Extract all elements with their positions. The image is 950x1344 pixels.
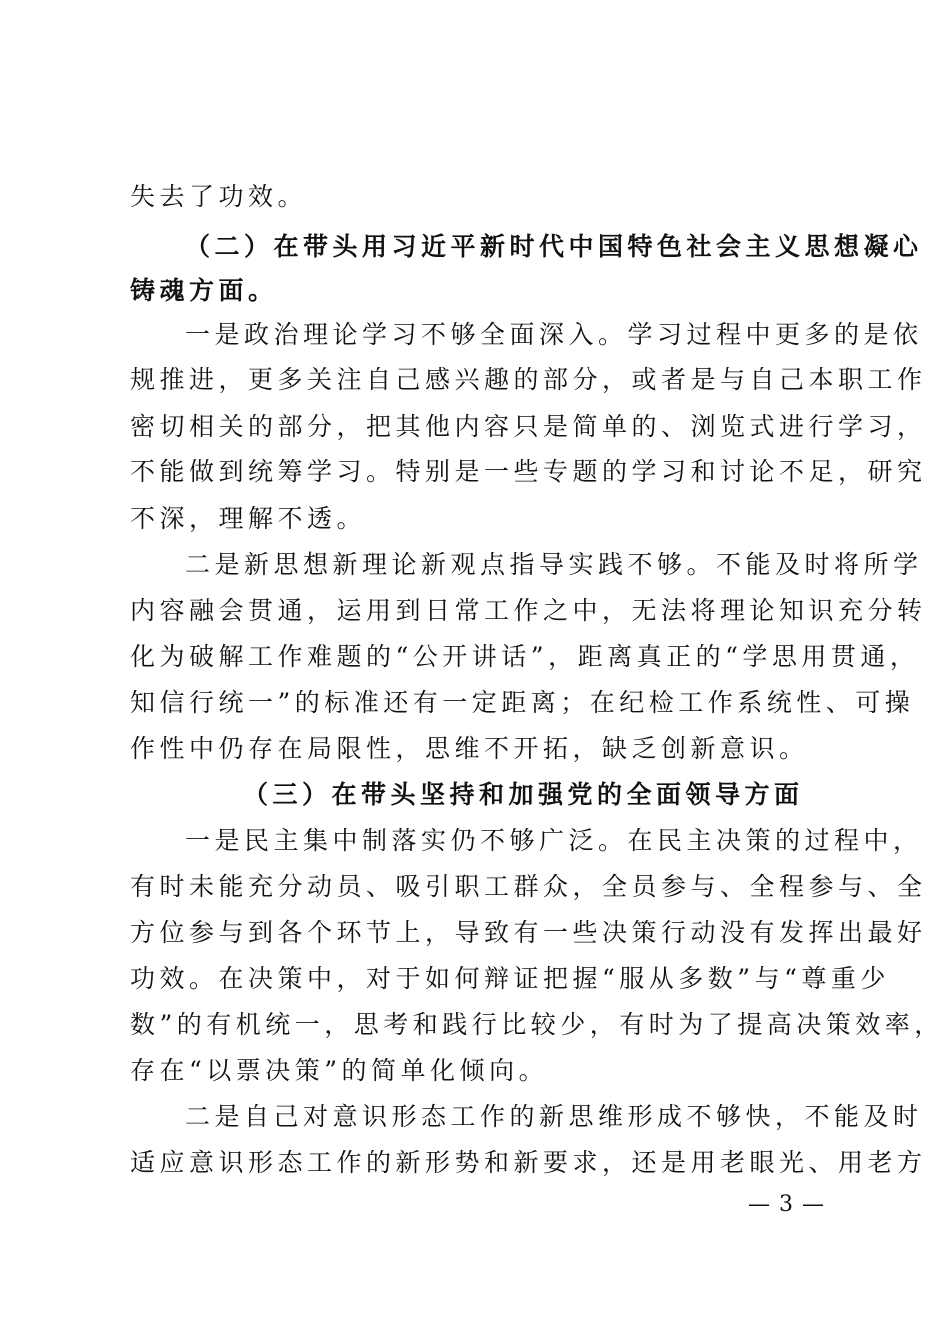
paragraph-line: 不能做到统筹学习。特别是一些专题的学习和讨论不足，研究 bbox=[130, 457, 927, 486]
paragraph-line: 功效。在决策中，对于如何辩证把握“服从多数”与“尊重少 bbox=[130, 964, 890, 993]
paragraph-line: 规推进，更多关注自己感兴趣的部分，或者是与自己本职工作 bbox=[130, 365, 927, 394]
paragraph-line: 有时未能充分动员、吸引职工群众，全员参与、全程参与、全 bbox=[130, 872, 927, 901]
paragraph-line: 数”的有机统一，思考和践行比较少，有时为了提高决策效率， bbox=[130, 1010, 944, 1039]
paragraph-line: 一是民主集中制落实仍不够广泛。在民主决策的过程中， bbox=[185, 826, 923, 855]
section-heading-2-continued: 铸魂方面。 bbox=[130, 276, 278, 305]
page-number: — 3 — bbox=[748, 1192, 825, 1217]
paragraph-line: 存在“以票决策”的简单化倾向。 bbox=[130, 1056, 549, 1085]
paragraph-line: 知信行统一”的标准还有一定距离；在纪检工作系统性、可操 bbox=[130, 688, 915, 717]
paragraph-line: 方位参与到各个环节上，导致有一些决策行动没有发挥出最好 bbox=[130, 918, 927, 947]
paragraph-line: 二是新思想新理论新观点指导实践不够。不能及时将所学 bbox=[185, 550, 923, 579]
paragraph-line: 化为破解工作难题的“公开讲话”，距离真正的“学思用贯通， bbox=[130, 642, 920, 671]
section-heading-3: （三）在带头坚持和加强党的全面领导方面 bbox=[243, 780, 804, 809]
paragraph-line: 二是自己对意识形态工作的新思维形成不够快，不能及时 bbox=[185, 1102, 923, 1131]
paragraph-line: 一是政治理论学习不够全面深入。学习过程中更多的是依 bbox=[185, 320, 923, 349]
body-text-line: 失去了功效。 bbox=[130, 182, 308, 211]
section-heading-2: （二）在带头用习近平新时代中国特色社会主义思想凝心 bbox=[185, 232, 923, 261]
paragraph-line: 适应意识形态工作的新形势和新要求，还是用老眼光、用老方 bbox=[130, 1148, 927, 1177]
paragraph-line: 作性中仍存在局限性，思维不开拓，缺乏创新意识。 bbox=[130, 734, 809, 763]
paragraph-line: 密切相关的部分，把其他内容只是简单的、浏览式进行学习， bbox=[130, 412, 927, 441]
paragraph-line: 不深，理解不透。 bbox=[130, 504, 367, 533]
paragraph-line: 内容融会贯通，运用到日常工作之中，无法将理论知识充分转 bbox=[130, 596, 927, 625]
